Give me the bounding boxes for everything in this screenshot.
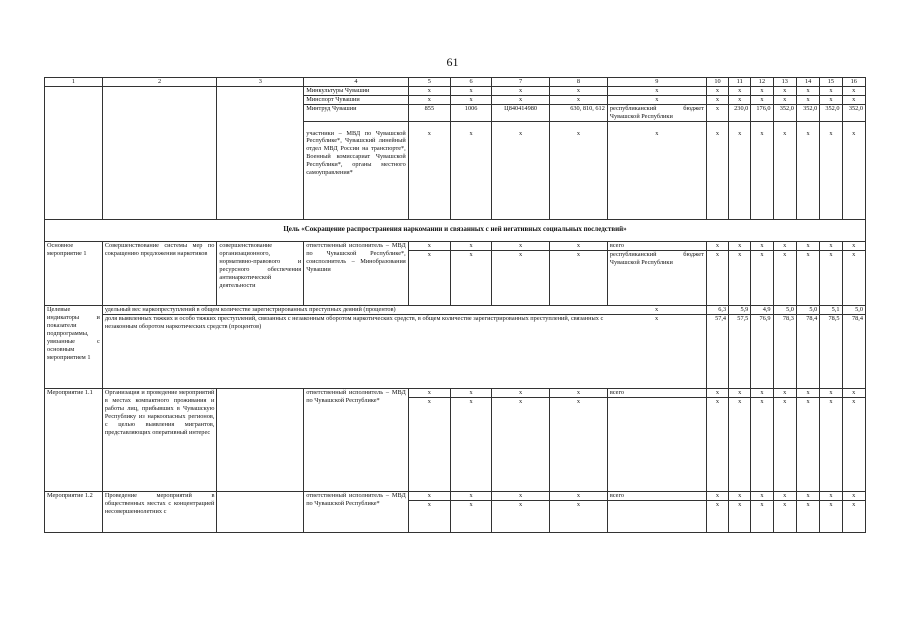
table-cell: х bbox=[751, 398, 773, 492]
value-cell: 78,4 bbox=[842, 315, 865, 389]
table-cell: х bbox=[796, 121, 819, 219]
table-row bbox=[45, 242, 866, 251]
executor-cell: ответственный исполнитель – МВД по Чувашской Республике*, соисполнитель – Минобразования Чувашии bbox=[304, 242, 409, 306]
table-cell: х bbox=[842, 389, 865, 398]
column-header: 13 bbox=[773, 78, 796, 87]
table-cell: х bbox=[820, 251, 842, 306]
table-cell: х bbox=[796, 95, 819, 104]
table-cell: х bbox=[820, 389, 842, 398]
table-cell: х bbox=[796, 86, 819, 95]
table-cell: х bbox=[607, 121, 706, 219]
table-cell: х bbox=[842, 492, 865, 501]
table-cell: х bbox=[729, 389, 751, 398]
table-cell: х bbox=[492, 86, 550, 95]
value-cell: 78,3 bbox=[773, 315, 796, 389]
page-number: 61 bbox=[446, 55, 459, 69]
column-header: 4 bbox=[304, 78, 409, 87]
name-cell: Организация и проведение мероприятий в местах компактного проживания и работы лиц, прибывших в Чувашскую Республику из наркоопасных регионов, с целью выявления мигрантов, представляющих оперативный интерес bbox=[102, 389, 217, 492]
table-cell: х bbox=[550, 389, 608, 398]
table-cell: х bbox=[729, 86, 751, 95]
table-cell: х bbox=[751, 501, 773, 533]
table-cell: х bbox=[706, 251, 728, 306]
table-cell: х bbox=[550, 251, 608, 306]
value-cell: 5,0 bbox=[842, 306, 865, 315]
table-cell: х bbox=[706, 492, 728, 501]
source-cell: республиканский бюджет Чувашской Республики bbox=[607, 251, 706, 306]
table-cell: х bbox=[796, 251, 819, 306]
task-cell bbox=[217, 492, 304, 533]
column-header: 15 bbox=[820, 78, 842, 87]
table-cell: х bbox=[820, 398, 842, 492]
table-cell: х bbox=[820, 242, 842, 251]
table-cell: х bbox=[550, 501, 608, 533]
table-cell: х bbox=[842, 95, 865, 104]
table-cell: х bbox=[773, 389, 796, 398]
name-cell: Совершенствование системы мер по сокращению предложения наркотиков bbox=[102, 242, 217, 306]
table-cell: х bbox=[796, 389, 819, 398]
column-header: 5 bbox=[408, 78, 450, 87]
table-cell: х bbox=[706, 501, 728, 533]
table-cell: 1006 bbox=[451, 104, 492, 121]
table-cell: х bbox=[773, 492, 796, 501]
table-cell: х bbox=[820, 121, 842, 219]
table-cell: х bbox=[751, 251, 773, 306]
table-cell: х bbox=[796, 501, 819, 533]
table-cell: х bbox=[492, 398, 550, 492]
table-cell: х bbox=[773, 398, 796, 492]
source-cell bbox=[607, 501, 706, 533]
table-cell: х bbox=[706, 398, 728, 492]
table-cell: х bbox=[706, 86, 728, 95]
table-cell: х bbox=[550, 492, 608, 501]
table-cell: х bbox=[729, 492, 751, 501]
table-cell: х bbox=[751, 86, 773, 95]
goal-heading: Цель «Сокращение распространения наркомании и связанных с ней негативных социальных последствий» bbox=[45, 219, 866, 242]
table-cell: х bbox=[492, 242, 550, 251]
status-cell: Мероприятие 1.1 bbox=[45, 389, 103, 492]
table-cell: х bbox=[408, 121, 450, 219]
table-cell: х bbox=[550, 95, 608, 104]
table-cell: х bbox=[842, 242, 865, 251]
table-cell: х bbox=[492, 121, 550, 219]
table-cell bbox=[217, 86, 304, 219]
table-cell: х bbox=[408, 95, 450, 104]
column-header: 8 bbox=[550, 78, 608, 87]
table-cell: х bbox=[451, 398, 492, 492]
table-cell: х bbox=[408, 501, 450, 533]
table-row bbox=[45, 389, 866, 398]
table-cell: х bbox=[706, 242, 728, 251]
table-cell: х bbox=[451, 492, 492, 501]
column-header: 11 bbox=[729, 78, 751, 87]
table-cell: х bbox=[492, 501, 550, 533]
column-header: 16 bbox=[842, 78, 865, 87]
source-cell: всего bbox=[607, 492, 706, 501]
table-cell: х bbox=[451, 389, 492, 398]
table-cell: х bbox=[773, 242, 796, 251]
table-cell: х bbox=[706, 95, 728, 104]
source-cell bbox=[607, 398, 706, 492]
value-cell: 176,0 bbox=[751, 104, 773, 121]
table-cell: х bbox=[820, 501, 842, 533]
table-cell: х bbox=[492, 95, 550, 104]
table-cell: х bbox=[842, 121, 865, 219]
table-cell: х bbox=[706, 389, 728, 398]
task-cell: совершенствование организационного, нормативно-правового и ресурсного обеспечения антинаркотической деятельности bbox=[217, 242, 304, 306]
table-cell: х bbox=[408, 242, 450, 251]
value-cell: 5,9 bbox=[729, 306, 751, 315]
indicator-label: Целевые индикаторы и показатели подпрограммы, увязанные с основным мероприятием 1 bbox=[45, 306, 103, 389]
column-header: 1 bbox=[45, 78, 103, 87]
value-cell: 5,1 bbox=[820, 306, 842, 315]
table-cell: Ц840414980 bbox=[492, 104, 550, 121]
table-cell: х bbox=[607, 86, 706, 95]
table-cell: х bbox=[773, 95, 796, 104]
table-cell: х bbox=[842, 251, 865, 306]
table-cell: х bbox=[451, 121, 492, 219]
table-cell: х bbox=[706, 121, 728, 219]
value-cell: 230,0 bbox=[729, 104, 751, 121]
table-row bbox=[45, 86, 866, 95]
value-cell: 57,4 bbox=[706, 315, 728, 389]
table-cell: х bbox=[796, 492, 819, 501]
table-cell: х bbox=[751, 492, 773, 501]
table-cell: х bbox=[492, 251, 550, 306]
table-cell bbox=[45, 86, 103, 219]
table-cell bbox=[102, 86, 217, 219]
column-header: 2 bbox=[102, 78, 217, 87]
value-cell: 78,5 bbox=[820, 315, 842, 389]
indicator-row bbox=[45, 306, 866, 315]
table-cell: х bbox=[408, 492, 450, 501]
executor-cell: участники – МВД по Чувашской Республике*, Чувашский линейный отдел МВД России на транспорте*, Военный комиссариат Чувашской Республики*, органы местного самоуправления* bbox=[304, 121, 409, 219]
indicator-row bbox=[45, 315, 866, 389]
table-cell: х bbox=[820, 86, 842, 95]
table-cell: х bbox=[729, 95, 751, 104]
task-cell bbox=[217, 389, 304, 492]
table-cell: х bbox=[842, 501, 865, 533]
status-cell: Мероприятие 1.2 bbox=[45, 492, 103, 533]
goal-row bbox=[45, 219, 866, 242]
table-cell: х bbox=[408, 389, 450, 398]
table-cell: х bbox=[729, 501, 751, 533]
value-cell: 4,9 bbox=[751, 306, 773, 315]
table-cell: х bbox=[492, 492, 550, 501]
executor-cell: Минкультуры Чувашии bbox=[304, 86, 409, 95]
table-cell: х bbox=[607, 306, 706, 315]
table-cell: х bbox=[408, 86, 450, 95]
table-cell: х bbox=[408, 251, 450, 306]
table-cell: х bbox=[820, 492, 842, 501]
source-cell: всего bbox=[607, 389, 706, 398]
table-cell: х bbox=[820, 95, 842, 104]
source-cell: всего bbox=[607, 242, 706, 251]
table-cell: х bbox=[796, 398, 819, 492]
budget-table bbox=[44, 77, 866, 533]
value-cell: 57,5 bbox=[729, 315, 751, 389]
table-cell: х bbox=[729, 398, 751, 492]
table-cell: х bbox=[751, 121, 773, 219]
table-cell: х bbox=[729, 251, 751, 306]
table-cell: х bbox=[451, 95, 492, 104]
column-header: 3 bbox=[217, 78, 304, 87]
table-cell: х bbox=[751, 242, 773, 251]
table-cell: х bbox=[408, 398, 450, 492]
table-cell: х bbox=[729, 121, 751, 219]
table-cell: х bbox=[751, 389, 773, 398]
table-cell: х bbox=[842, 86, 865, 95]
table-cell: х bbox=[607, 95, 706, 104]
table-cell: х bbox=[751, 95, 773, 104]
table-cell: х bbox=[706, 104, 728, 121]
executor-cell: Минспорт Чувашии bbox=[304, 95, 409, 104]
value-cell: 352,0 bbox=[773, 104, 796, 121]
value-cell: 352,0 bbox=[796, 104, 819, 121]
value-cell: 78,4 bbox=[796, 315, 819, 389]
table-cell: х bbox=[607, 315, 706, 389]
value-cell: 352,0 bbox=[842, 104, 865, 121]
table-cell: х bbox=[842, 398, 865, 492]
column-header: 9 bbox=[607, 78, 706, 87]
value-cell: 5,0 bbox=[773, 306, 796, 315]
executor-cell: ответственный исполнитель – МВД по Чувашской Республике* bbox=[304, 492, 409, 533]
column-header: 14 bbox=[796, 78, 819, 87]
column-header: 10 bbox=[706, 78, 728, 87]
table-header-row bbox=[45, 78, 866, 87]
table-cell: х bbox=[550, 121, 608, 219]
value-cell: 5,0 bbox=[796, 306, 819, 315]
column-header: 12 bbox=[751, 78, 773, 87]
table-cell: х bbox=[729, 242, 751, 251]
table-cell: х bbox=[773, 121, 796, 219]
table-cell: х bbox=[451, 86, 492, 95]
table-cell: х bbox=[550, 242, 608, 251]
table-cell: 630, 810, 612 bbox=[550, 104, 608, 121]
column-header: 6 bbox=[451, 78, 492, 87]
table-cell: х bbox=[451, 501, 492, 533]
status-cell: Основное мероприятие 1 bbox=[45, 242, 103, 306]
source-cell: республиканский бюджет Чувашской Республики bbox=[607, 104, 706, 121]
table-cell: 855 bbox=[408, 104, 450, 121]
value-cell: 6,3 bbox=[706, 306, 728, 315]
table-cell: х bbox=[451, 242, 492, 251]
executor-cell: Минтруд Чувашии bbox=[304, 104, 409, 121]
table-cell: х bbox=[451, 251, 492, 306]
indicator-text: доля выявленных тяжких и особо тяжких преступлений, связанных с незаконным оборотом наркотических средств, в общем количестве зарегистрированных преступлений, связанных с незаконным оборотом наркотических средств (процентов) bbox=[102, 315, 607, 389]
table-cell: х bbox=[773, 501, 796, 533]
table-cell: х bbox=[773, 251, 796, 306]
table-cell: х bbox=[492, 389, 550, 398]
indicator-text: удельный вес наркопреступлений в общем количестве зарегистрированных преступных деяний (процентов) bbox=[102, 306, 607, 315]
name-cell: Проведение мероприятий в общественных местах с концентрацией несовершеннолетних с bbox=[102, 492, 217, 533]
table-cell: х bbox=[773, 86, 796, 95]
column-header: 7 bbox=[492, 78, 550, 87]
table-cell: х bbox=[550, 86, 608, 95]
table-row bbox=[45, 492, 866, 501]
value-cell: 352,0 bbox=[820, 104, 842, 121]
value-cell: 76,9 bbox=[751, 315, 773, 389]
executor-cell: ответственный исполнитель – МВД по Чувашской Республике* bbox=[304, 389, 409, 492]
table-cell: х bbox=[796, 242, 819, 251]
table-cell: х bbox=[550, 398, 608, 492]
